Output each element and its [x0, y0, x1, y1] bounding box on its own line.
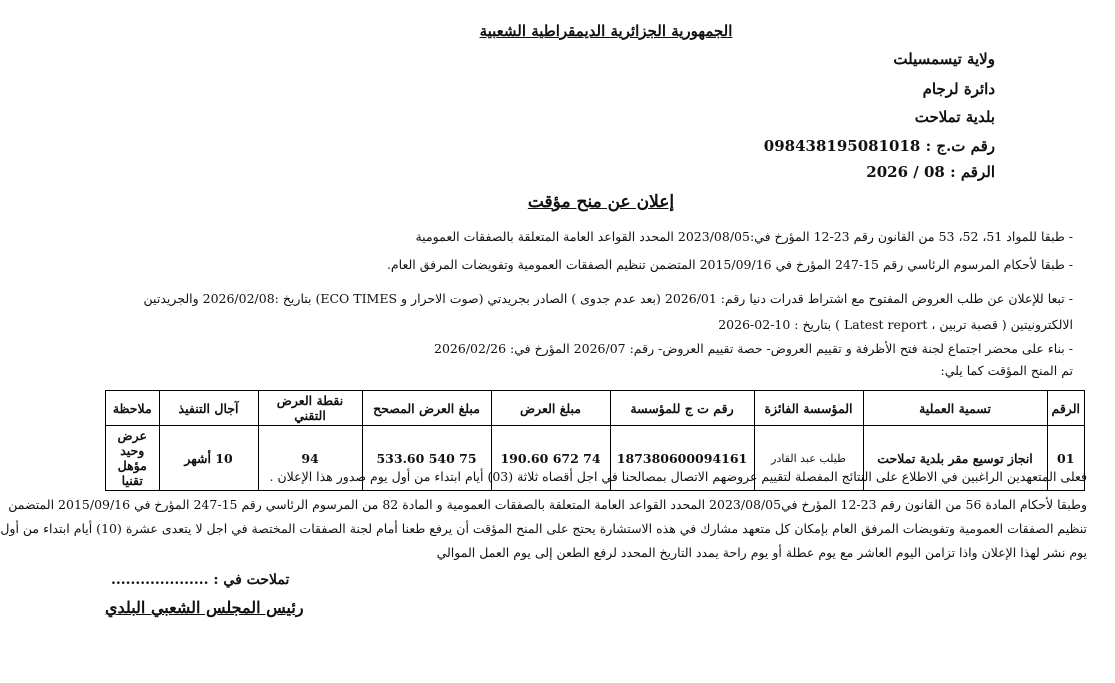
col-tech-score: نقطة العرض التقني — [258, 391, 362, 426]
page-title: إعلان عن منح مؤقت — [527, 192, 675, 212]
cell-offer-amount: 74 672 190.60 — [491, 426, 610, 491]
cell-operation: انجاز توسيع مقر بلدية تملاحت — [863, 426, 1047, 491]
tender-ref-cont: الالكترونيتين ( قصبة تربين ، Latest report ) بتاريخ : 10-02-2026 — [718, 317, 1073, 332]
table-header-row — [106, 391, 1085, 426]
cell-corrected-amount: 75 540 533.60 — [362, 426, 491, 491]
cell-note: عرض وحيد مؤهل تقنيا — [106, 426, 160, 491]
cell-number: 01 — [1047, 426, 1084, 491]
legal-ref-1: - طبقا للمواد 51، 52، 53 من القانون رقم 23-12 المؤرخ في:2023/08/05 المحدد القواعد العامة المتعلقة بالصفقات العمومية — [415, 229, 1073, 244]
col-number: الرقم — [1047, 391, 1084, 426]
legal-ref-2: - طبقا لأحكام المرسوم الرئاسي رقم 15-247 المؤرخ في 2015/09/16 المتضمن تنظيم الصفقات العمومية وتفويضات المرفق العام. — [386, 257, 1073, 272]
committee-ref: - بناء على محضر اجتماع لجنة فتح الأظرفة و تقييم العروض- حصة تقييم العروض- رقم: 2026/07 المؤرخ في: 2026/02/26 — [434, 341, 1073, 356]
col-deadline: آجال التنفيذ — [159, 391, 258, 426]
reference-number: الرقم : 08 / 2026 — [866, 163, 995, 181]
award-intro: تم المنح المؤقت كما يلي: — [940, 363, 1073, 378]
republic-header: الجمهورية الجزائرية الديمقراطية الشعبية — [479, 22, 733, 40]
col-note: ملاحظة — [106, 391, 160, 426]
wilaya-label: ولاية تيسمسيلت — [893, 50, 995, 68]
signature-title: رئيس المجلس الشعبي البلدي — [105, 598, 304, 617]
col-company-id: رقم ت ج للمؤسسة — [610, 391, 754, 426]
signature-place: تملاحت في : .................... — [111, 572, 290, 588]
appeal-notice-2: تنظيم الصفقات العمومية وتفويضات المرفق العام بإمكان كل متعهد مشارك في هذه الاستشارة يحتج على المنح المؤقت أن يرفع طعنا أمام لجنة الصفقات المختصة في اجل لا يتعدى عشرة (10) أيام ابتداء من أول — [0, 521, 1087, 536]
appeal-notice-3: يوم نشر لهذا الإعلان واذا تزامن اليوم العاشر مع يوم عطلة أو يوم راحة يمدد التاريخ المحدد لرفع الطعن إلى يوم العمل الموالي — [436, 545, 1087, 560]
cell-company: طيلب عبد القادر — [754, 426, 863, 491]
col-company: المؤسسة الفائزة — [754, 391, 863, 426]
commune-label: بلدية تملاحت — [914, 108, 995, 126]
appeal-notice-1: وطبقا لأحكام المادة 56 من القانون رقم 23-12 المؤرخ في2023/08/05 المحدد القواعد العامة المتعلقة بالصفقات العمومية و المادة 82 من المرسوم الرئاسي رقم 15-247 المؤرخ في 2015/09/16 المتضمن — [8, 497, 1087, 512]
cell-tech-score: 94 — [258, 426, 362, 491]
col-offer-amount: مبلغ العرض — [491, 391, 610, 426]
tender-ref: - تبعا للإعلان عن طلب العروض المفتوح مع اشتراط قدرات دنيا رقم: 2026/01 (بعد عدم جدوى ) الصادر بجريدتي (صوت الاحرار و ECO TIMES) بتاريخ :2026/02/08 والجريدتين — [143, 291, 1073, 306]
col-operation: تسمية العملية — [863, 391, 1047, 426]
cell-company-id: 187380600094161 — [610, 426, 754, 491]
daira-label: دائرة لرجام — [922, 80, 995, 98]
nif-label: رقم ت.ج : 098438195081018 — [763, 137, 995, 155]
consultation-notice: فعلى المتعهدين الراغبين في الاطلاع على النتائج المفصلة لتقييم عروضهم الاتصال بمصالحنا في اجل أقصاه ثلاثة (03) أيام ابتداء من أول يوم صدور هذا الإعلان . — [269, 469, 1087, 484]
col-corrected-amount: مبلغ العرض المصحح — [362, 391, 491, 426]
cell-deadline: 10 أشهر — [159, 426, 258, 491]
